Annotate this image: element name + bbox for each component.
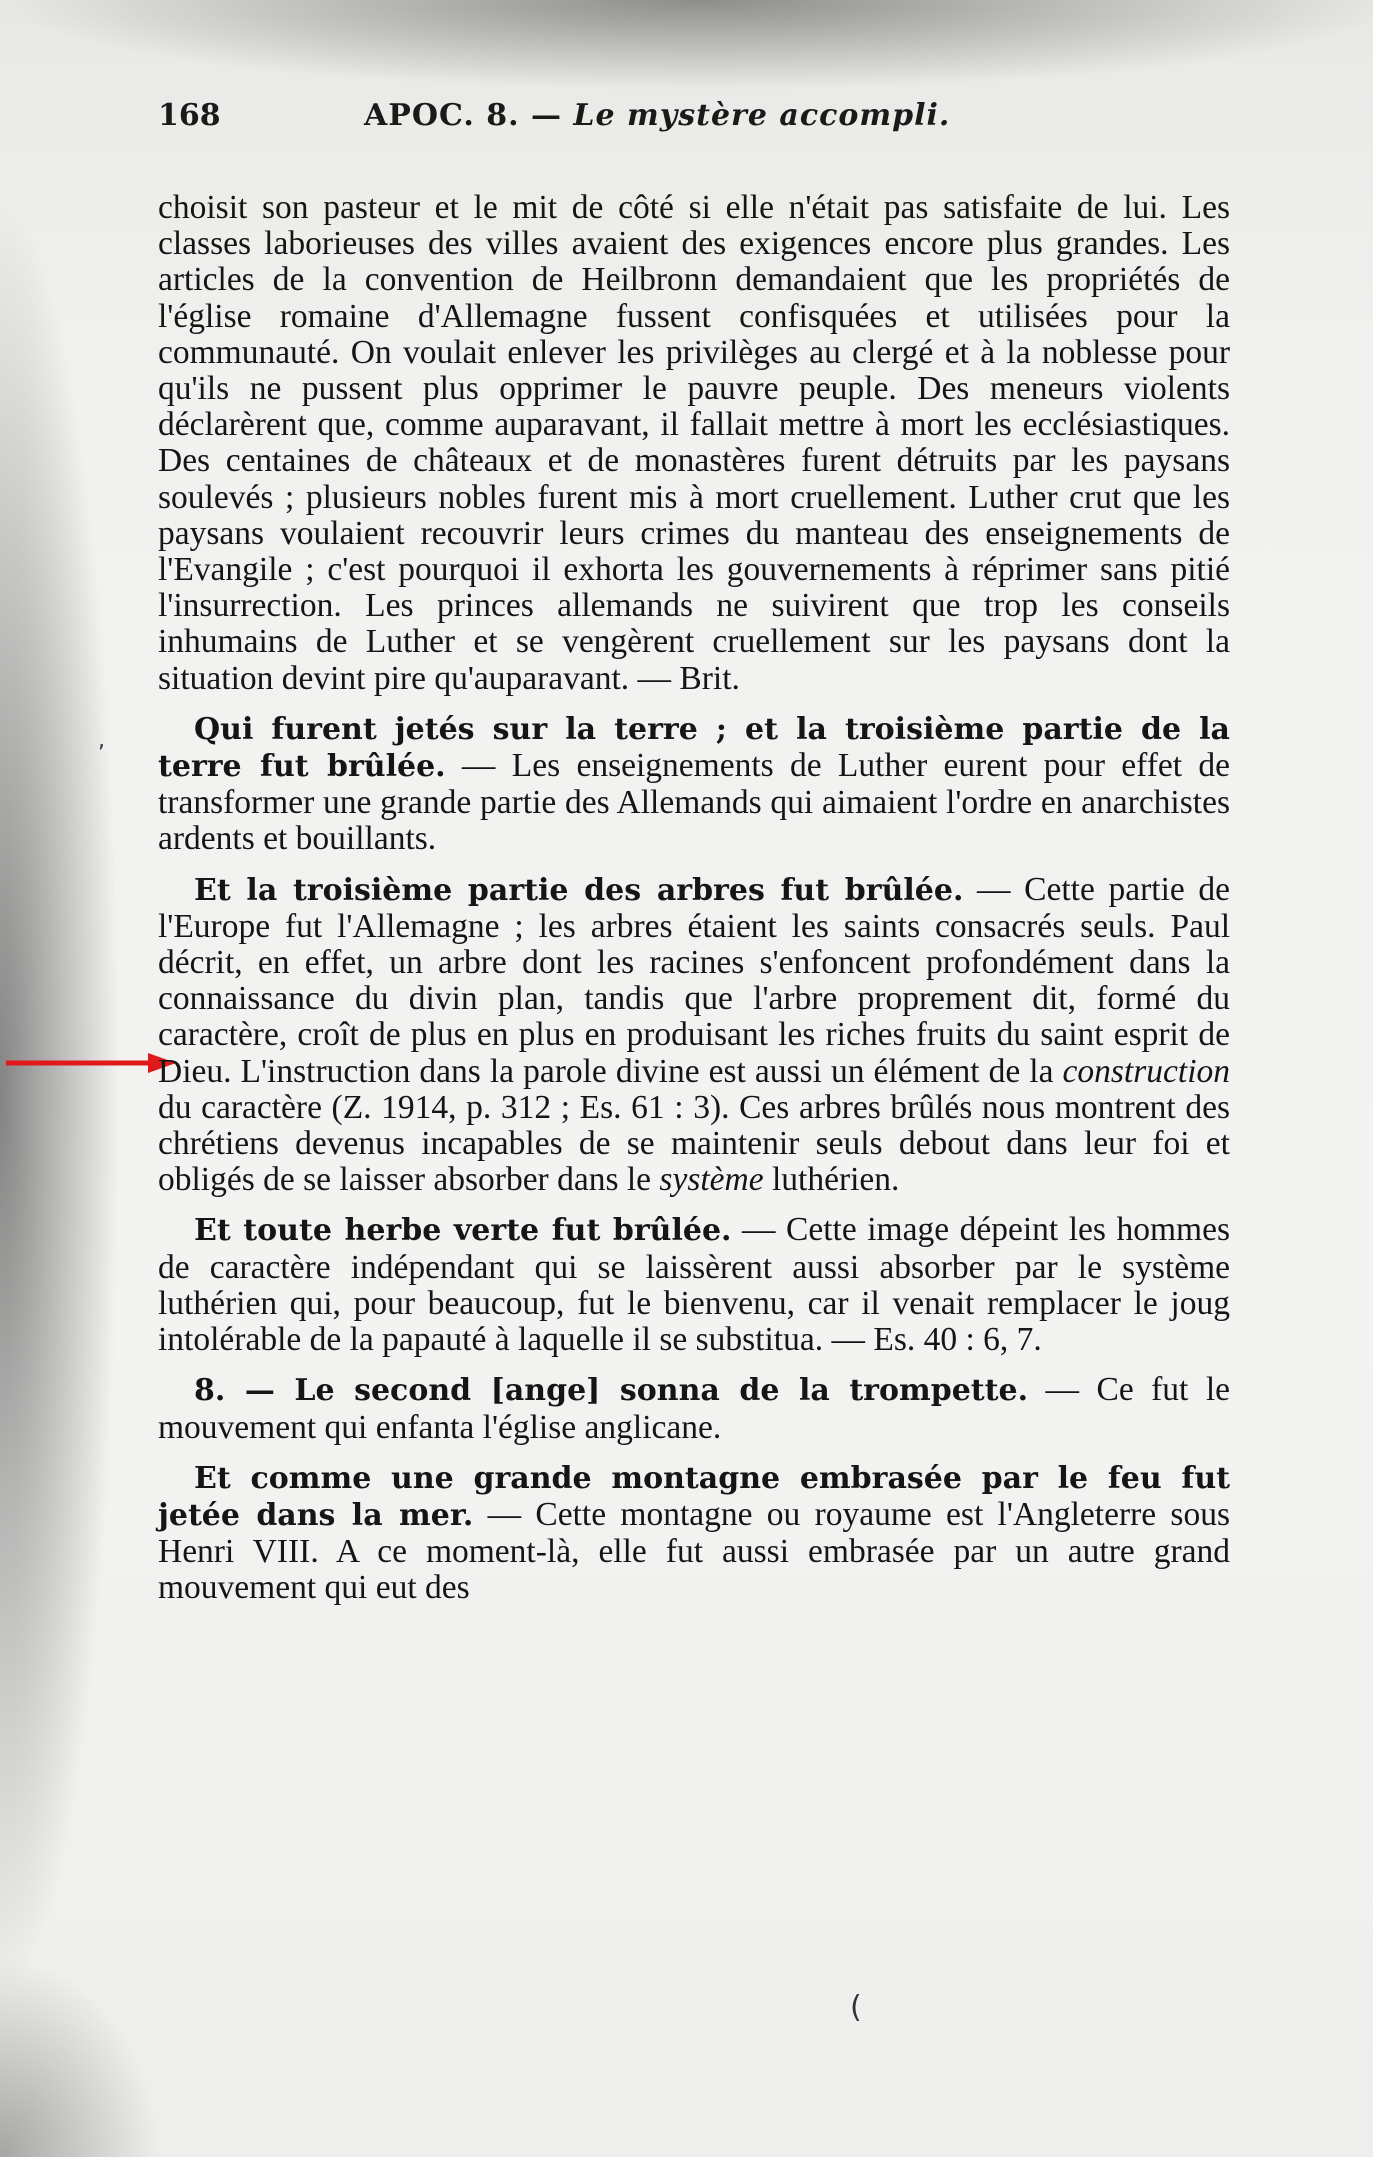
page-number: 168 <box>158 98 221 133</box>
header-chapter-title: Le mystère accompli. <box>573 98 951 133</box>
paragraph-verse-arbres <box>158 872 1230 1199</box>
paragraph-text: — Cette partie de l'Europe fut l'Allemagne ; les arbres étaient les saints consacrés seuls. Paul décrit, en effet, un arbre dont les racines s'enfoncent profondément dans la connaissance du divin plan, tandis que l'arbre proprement dit, formé du caractère, croît de plus en plus en produisant les riches fruits du saint esprit de Dieu. L'instruction dans la parole divine est aussi un élément de la <box>158 870 1230 1090</box>
paragraph-text: — Les enseignements de Luther eurent pour effet de transformer une grande partie des Allemands qui aimaient l'ordre en anarchistes ardents et bouillants. <box>158 747 1230 858</box>
red-arrow-annotation <box>6 1052 176 1074</box>
verse-lead: Et comme une grande montagne embrasée par le feu fut jetée dans la mer. <box>158 1460 1230 1533</box>
paragraph-text: — Cette montagne ou royaume est l'Angleterre sous Henri VIII. A ce moment-là, elle fut aussi embrasée par un autre grand mouvement qui eut des <box>158 1495 1230 1607</box>
scan-speck: , <box>98 728 105 753</box>
verse-lead: Qui furent jetés sur la terre ; et la troisième partie de la terre fut brûlée. <box>158 711 1230 785</box>
verse-lead: Et la troisième partie des arbres fut brûlée. <box>194 872 964 908</box>
paragraph-verse-montagne <box>158 1460 1230 1607</box>
emphasis-systeme: système <box>659 1161 764 1199</box>
paragraph-text: — Cette image dépeint les hommes de caractère indépendant qui se laissèrent aussi absorber par le système luthérien qui, pour beaucoup, fut le bienvenu, car il venait remplacer le joug intolérable de la papauté à laquelle il se substitua. — Es. 40 : 6, 7. <box>158 1211 1230 1359</box>
header-title <box>364 98 950 133</box>
body-text <box>158 190 1230 1621</box>
paragraph-verse-terre <box>158 711 1230 858</box>
verse-lead: Et toute herbe verte fut brûlée. <box>194 1213 732 1249</box>
paragraph-text: luthérien. <box>763 1161 900 1199</box>
emphasis-construction: construction <box>1062 1052 1230 1090</box>
paragraph-verse-herbe <box>158 1212 1230 1358</box>
running-head <box>158 98 1238 148</box>
scan-speck: ( <box>850 1990 862 2025</box>
paragraph-continued <box>158 190 1230 697</box>
paragraph-text: choisit son pasteur et le mit de côté si elle n'était pas satisfaite de lui. Les classes laborieuses des villes avaient des exigences encore plus grandes. Les articles de la convention de Heilbronn demandaient que les propriétés de l'église romaine d'Allemagne fussent confisquées et utilisées pour la communauté. On voulait enlever les privilèges au clergé et à la noblesse pour qu'ils ne pussent plus opprimer le pauvre peuple. Des meneurs violents déclarèrent que, comme auparavant, il fallait mettre à mort les ecclésiastiques. Des centaines de châteaux et de monastères furent détruits par les paysans soulevés ; plusieurs nobles furent mis à mort cruellement. Luther crut que les paysans voulaient recouvrir leurs crimes du manteau des enseignements de l'Evangile ; c'est pourquoi il exhorta les gouvernements à réprimer sans pitié l'insurrection. Les princes allemands ne suivirent que trop les conseils inhumains de Luther et se vengèrent cruellement sur les paysans dont la situation devint pire qu'auparavant. — Brit. <box>158 189 1230 697</box>
paragraph-verse-8 <box>158 1372 1230 1445</box>
paragraph-text: du caractère (Z. 1914, p. 312 ; Es. 61 : 3). Ces arbres brûlés nous montrent des chrétiens devenus incapables de se maintenir seuls debout dans leur foi et obligés de se laisser absorber dans le <box>158 1088 1230 1199</box>
verse-lead: 8. — Le second [ange] sonna de la trompette. <box>194 1373 1029 1409</box>
paragraph-text: — Ce fut le mouvement qui enfanta l'église anglicane. <box>158 1371 1230 1446</box>
header-section: APOC. 8. — <box>364 98 562 133</box>
